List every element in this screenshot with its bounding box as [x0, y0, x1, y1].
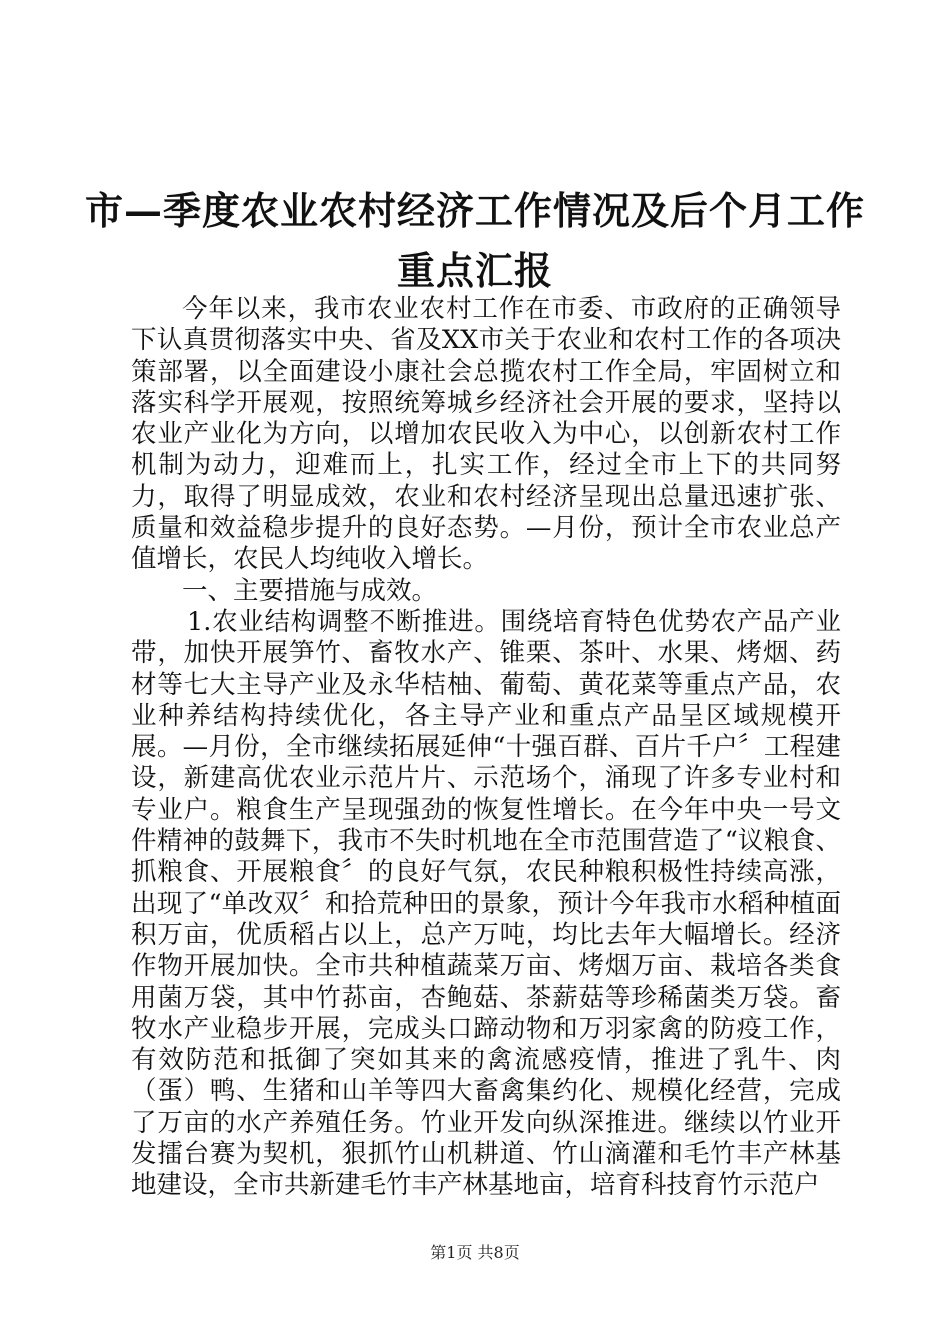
page-footer: 第1页 共8页 [430, 1243, 520, 1262]
document-title-line-1: 市—季度农业农村经济工作情况及后个月工作 [84, 188, 865, 233]
paragraph-intro: 今年以来，我市农业农村工作在市委、市政府的正确领导下认真贯彻落实中央、省及XX市关于农业和农村工作的各项决策部署，以全面建设小康社会总揽农村工作全局，牢固树立和落实科学开展观，按照统筹城乡经济社会开展的要求，坚持以农业产业化为方向，以增加农民收入为中心，以创新农村工作机制为动力，迎难而上，扎实工作，经过全市上下的共同努力，取得了明显成效，农业和农村经济呈现出总量迅速扩张、质量和效益稳步提升的良好态势。—月份，预计全市农业总产值增长，农民人均纯收入增长。 [131, 294, 841, 575]
paragraph-agriculture-structure: 1.农业结构调整不断推进。围绕培育特色优势农产品产业带，加快开展笋竹、畜牧水产、锥栗、茶叶、水果、烤烟、药材等七大主导产业及永华桔柚、葡萄、黄花菜等重点产品，农业种养结构持续优化，各主导产业和重点产品呈区域规模开展。—月份，全市继续拓展延伸“十强百群、百片千户〞工程建设，新建高优农业示范片片、示范场个，涌现了许多专业村和专业户。粮食生产呈现强劲的恢复性增长。在今年中央一号文件精神的鼓舞下，我市不失时机地在全市范围营造了“议粮食、抓粮食、开展粮食〞的良好气氛，农民种粮积极性持续高涨，出现了“单改双〞和拾荒种田的景象，预计今年我市水稻种植面积万亩，优质稻占以上，总产万吨，均比去年大幅增长。经济作物开展加快。全市共种植蔬菜万亩、烤烟万亩、栽培各类食用菌万袋，其中竹荪亩，杏鲍菇、茶薪菇等珍稀菌类万袋。畜牧水产业稳步开展，完成头口蹄动物和万羽家禽的防疫工作，有效防范和抵御了突如其来的禽流感疫情，推进了乳牛、肉（蛋）鸭、生猪和山羊等四大畜禽集约化、规模化经营，完成了万亩的水产养殖任务。竹业开发向纵深推进。继续以竹业开发擂台赛为契机，狠抓竹山机耕道、竹山滴灌和毛竹丰产林基地建设，全市共新建毛竹丰产林基地亩，培育科技育竹示范户 [131, 606, 841, 1201]
document-body [131, 294, 841, 1202]
document-title-line-2: 重点汇报 [396, 248, 553, 293]
section-heading-1: 一、主要措施与成效。 [182, 575, 438, 606]
